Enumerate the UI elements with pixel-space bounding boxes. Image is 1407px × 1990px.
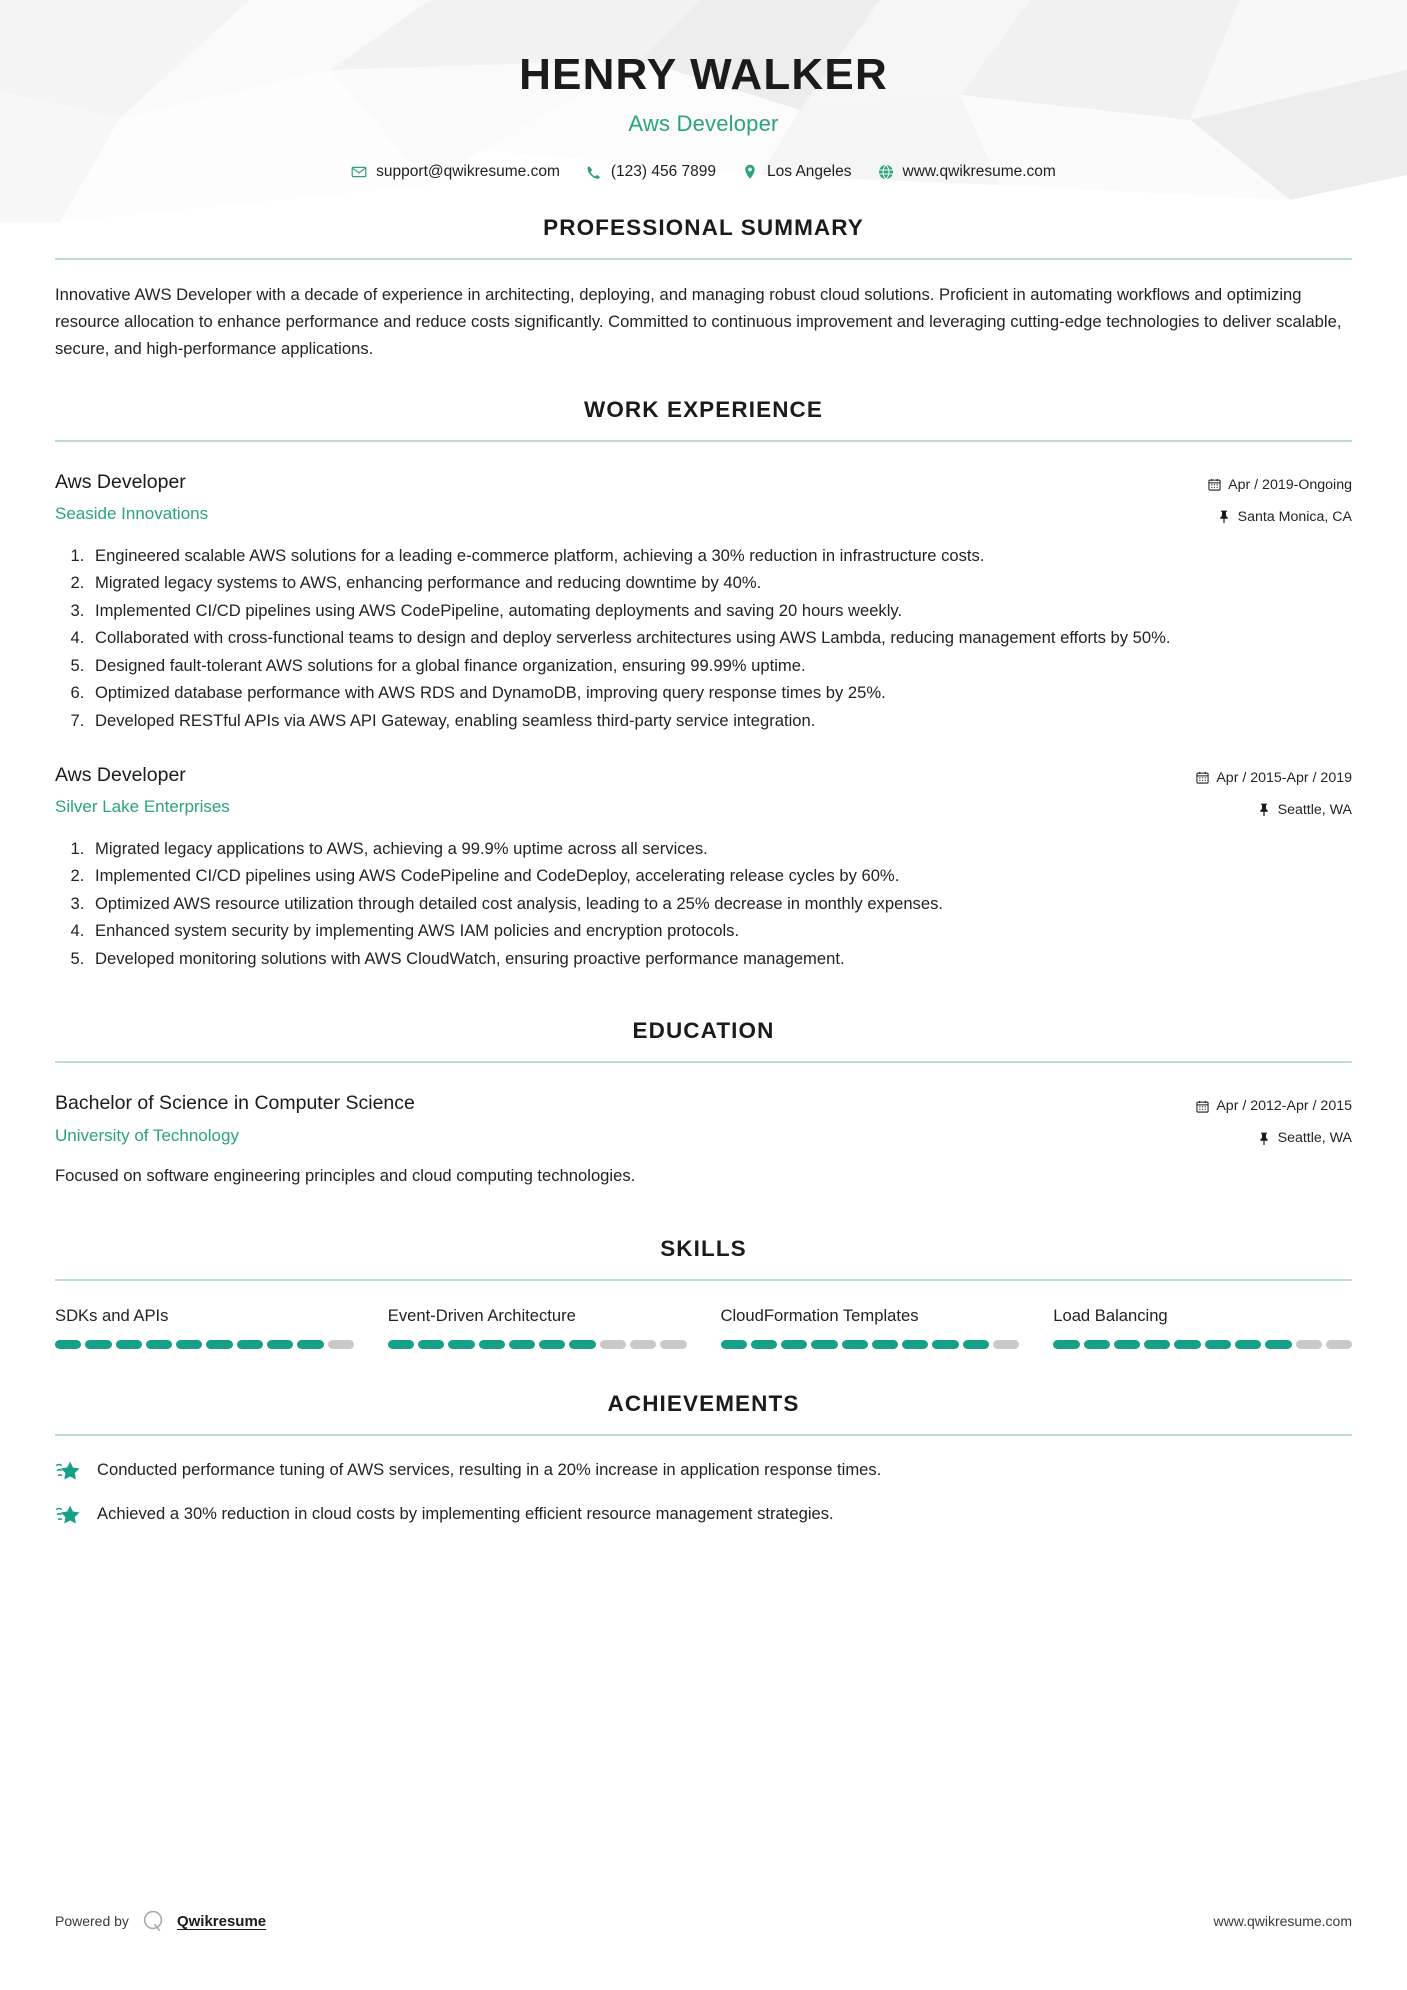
location-pin-icon: [742, 164, 758, 180]
skill-pip-filled: [842, 1340, 868, 1349]
achievement-item: [55, 1458, 1352, 1484]
calendar-icon: [1196, 1100, 1209, 1113]
section-education: [55, 1018, 1352, 1190]
footer-powered-by-label: Powered by: [55, 1913, 129, 1929]
job-location: [1196, 799, 1352, 821]
skill-pip-empty: [600, 1340, 626, 1349]
job-dates: [1208, 474, 1352, 496]
section-divider: [55, 440, 1352, 442]
qwikresume-logo-icon: [140, 1908, 166, 1934]
contact-email[interactable]: [338, 163, 573, 181]
work-entry-header: [55, 470, 1352, 528]
education-entry-header: [55, 1091, 1352, 1149]
work-entry-meta: [1196, 763, 1352, 821]
envelope-icon: [351, 164, 367, 180]
skill-pip-filled: [267, 1340, 293, 1349]
contact-email-label: support@qwikresume.com: [376, 163, 560, 181]
skill-level-bar: [1053, 1340, 1352, 1349]
company-name: Silver Lake Enterprises: [55, 796, 230, 816]
job-bullet: 3. Implemented CI/CD pipelines using AWS CodePipeline, automating deployments and saving 20 hours weekly.: [89, 597, 1352, 625]
calendar-icon: [1196, 771, 1209, 784]
skill-pip-filled: [1265, 1340, 1291, 1349]
skill-item: [388, 1305, 687, 1349]
skill-pip-filled: [1205, 1340, 1231, 1349]
skill-item: [55, 1305, 354, 1349]
skill-item: [721, 1305, 1020, 1349]
skill-pip-filled: [448, 1340, 474, 1349]
section-skills: [55, 1236, 1352, 1349]
section-title-summary: PROFESSIONAL SUMMARY: [543, 215, 864, 241]
education-location: [1196, 1127, 1352, 1149]
job-bullet: 2. Migrated legacy systems to AWS, enhancing performance and reducing downtime by 40%.: [89, 569, 1352, 597]
education-entry-meta: [1196, 1091, 1352, 1149]
contact-phone-label: (123) 456 7899: [610, 163, 717, 181]
skill-label: Event-Driven Architecture: [387, 1306, 576, 1326]
skill-label: Load Balancing: [1053, 1306, 1168, 1326]
pushpin-icon: [1218, 510, 1231, 523]
skill-pip-filled: [55, 1340, 81, 1349]
skill-pip-empty: [328, 1340, 354, 1349]
skill-pip-filled: [751, 1340, 777, 1349]
skill-pip-filled: [1053, 1340, 1079, 1349]
skill-pip-filled: [902, 1340, 928, 1349]
contact-location-label: Los Angeles: [767, 163, 852, 181]
skill-pip-filled: [509, 1340, 535, 1349]
education-entry: [55, 1091, 1352, 1190]
work-entry-header: [55, 763, 1352, 821]
school-name: University of Technology: [55, 1125, 239, 1145]
skill-level-bar: [55, 1340, 354, 1349]
footer-brand-link[interactable]: Qwikresume: [176, 1912, 267, 1930]
skill-pip-empty: [630, 1340, 656, 1349]
skill-pip-filled: [781, 1340, 807, 1349]
skill-pip-filled: [116, 1340, 142, 1349]
job-bullet: 4. Enhanced system security by implementing AWS IAM policies and encryption protocols.: [89, 917, 1352, 945]
education-dates-label: Apr / 2012-Apr / 2015: [1216, 1098, 1352, 1115]
skill-label: CloudFormation Templates: [720, 1306, 919, 1326]
job-bullet: 5. Developed monitoring solutions with AWS CloudWatch, ensuring proactive performance management.: [89, 945, 1352, 973]
phone-icon: [586, 164, 602, 180]
skills-grid: [55, 1305, 1352, 1349]
skill-pip-filled: [176, 1340, 202, 1349]
section-divider: [55, 258, 1352, 260]
job-bullets: [55, 542, 1352, 735]
skill-pip-filled: [721, 1340, 747, 1349]
skill-pip-filled: [146, 1340, 172, 1349]
skill-pip-filled: [1084, 1340, 1110, 1349]
section-divider: [55, 1061, 1352, 1063]
resume-header: [0, 0, 1407, 181]
section-title-education: EDUCATION: [632, 1018, 775, 1044]
job-location-label: Santa Monica, CA: [1237, 508, 1352, 525]
job-dates-label: Apr / 2019-Ongoing: [1228, 476, 1352, 493]
candidate-name: HENRY WALKER: [519, 50, 888, 99]
contact-location: [729, 163, 864, 181]
skill-pip-filled: [569, 1340, 595, 1349]
skill-pip-filled: [206, 1340, 232, 1349]
section-title-skills: SKILLS: [660, 1236, 747, 1262]
contact-website[interactable]: [865, 163, 1069, 181]
achievement-text: Achieved a 30% reduction in cloud costs by implementing efficient resource management strategies.: [97, 1503, 834, 1523]
skill-pip-filled: [1174, 1340, 1200, 1349]
skill-pip-filled: [932, 1340, 958, 1349]
skill-label: SDKs and APIs: [55, 1306, 169, 1326]
education-location-label: Seattle, WA: [1277, 1130, 1352, 1147]
shooting-star-icon: [55, 1503, 80, 1528]
pushpin-icon: [1258, 1132, 1271, 1145]
skill-pip-filled: [479, 1340, 505, 1349]
work-entry: [55, 763, 1352, 973]
job-title: Aws Developer: [55, 763, 186, 786]
shooting-star-icon: [55, 1459, 80, 1484]
job-dates: [1196, 767, 1352, 789]
section-title-achievements: ACHIEVEMENTS: [607, 1390, 800, 1416]
skill-pip-empty: [660, 1340, 686, 1349]
skill-pip-filled: [1114, 1340, 1140, 1349]
skill-pip-filled: [297, 1340, 323, 1349]
skill-pip-empty: [1326, 1340, 1352, 1349]
footer-website[interactable]: www.qwikresume.com: [1213, 1913, 1352, 1929]
skill-item: [1053, 1305, 1352, 1349]
calendar-icon: [1208, 478, 1221, 491]
job-location: [1208, 506, 1352, 528]
skill-pip-filled: [237, 1340, 263, 1349]
resume-body: [0, 215, 1407, 1527]
skill-level-bar: [388, 1340, 687, 1349]
job-bullet: 3. Optimized AWS resource utilization through detailed cost analysis, leading to a 25% decrease in monthly expenses.: [89, 890, 1352, 918]
achievements-list: [55, 1458, 1352, 1528]
footer-powered-by: [55, 1908, 266, 1934]
skill-pip-filled: [418, 1340, 444, 1349]
work-entry-meta: [1208, 470, 1352, 528]
section-work-experience: [55, 397, 1352, 972]
job-bullets: [55, 835, 1352, 973]
page-footer: [55, 1908, 1352, 1934]
job-title: Aws Developer: [55, 470, 186, 493]
skill-pip-filled: [539, 1340, 565, 1349]
degree-title: Bachelor of Science in Computer Science: [55, 1092, 415, 1115]
job-bullet: 1. Engineered scalable AWS solutions for a leading e-commerce platform, achieving a 30% reduction in infrastructure costs.: [89, 542, 1352, 570]
skill-level-bar: [721, 1340, 1020, 1349]
contact-phone[interactable]: [573, 163, 729, 181]
job-bullet: 1. Migrated legacy applications to AWS, achieving a 99.9% uptime across all services.: [89, 835, 1352, 863]
job-location-label: Seattle, WA: [1277, 801, 1352, 818]
section-professional-summary: [55, 215, 1352, 363]
section-divider: [55, 1434, 1352, 1436]
job-bullet: 2. Implemented CI/CD pipelines using AWS CodePipeline and CodeDeploy, accelerating release cycles by 60%.: [89, 862, 1352, 890]
education-description: Focused on software engineering principles and cloud computing technologies.: [55, 1166, 636, 1186]
work-entry: [55, 470, 1352, 735]
company-name: Seaside Innovations: [55, 504, 209, 524]
skill-pip-empty: [1296, 1340, 1322, 1349]
skill-pip-filled: [811, 1340, 837, 1349]
summary-text: Innovative AWS Developer with a decade of experience in architecting, deploying, and managing robust cloud solutions. Proficient in automating workflows and optimizing resource allocation to enhance performance and reduce costs significantly. Committed to continuous improvement and leveraging cutting-edge technologies to deliver scalable, secure, and high-performance applications.: [55, 285, 1342, 358]
skill-pip-filled: [85, 1340, 111, 1349]
section-divider: [55, 1279, 1352, 1281]
skill-pip-filled: [963, 1340, 989, 1349]
section-achievements: [55, 1391, 1352, 1528]
skill-pip-empty: [993, 1340, 1019, 1349]
contact-row: [0, 163, 1407, 181]
job-bullet: 5. Designed fault-tolerant AWS solutions for a global finance organization, ensuring 99.99% uptime.: [89, 652, 1352, 680]
globe-icon: [878, 164, 894, 180]
job-bullet: 6. Optimized database performance with AWS RDS and DynamoDB, improving query response times by 25%.: [89, 679, 1352, 707]
skill-pip-filled: [872, 1340, 898, 1349]
section-title-work-experience: WORK EXPERIENCE: [583, 396, 824, 422]
job-dates-label: Apr / 2015-Apr / 2019: [1216, 769, 1352, 786]
education-dates: [1196, 1095, 1352, 1117]
skill-pip-filled: [1235, 1340, 1261, 1349]
job-bullet: 4. Collaborated with cross-functional teams to design and deploy serverless architectures using AWS Lambda, reducing management efforts by 50%.: [89, 624, 1352, 652]
skill-pip-filled: [388, 1340, 414, 1349]
skill-pip-filled: [1144, 1340, 1170, 1349]
pushpin-icon: [1258, 803, 1271, 816]
contact-website-label: www.qwikresume.com: [902, 163, 1056, 181]
achievement-text: Conducted performance tuning of AWS services, resulting in a 20% increase in application response times.: [97, 1459, 882, 1479]
job-bullet: 7. Developed RESTful APIs via AWS API Gateway, enabling seamless third-party service integration.: [89, 707, 1352, 735]
candidate-role: Aws Developer: [628, 111, 779, 137]
achievement-item: [55, 1502, 1352, 1528]
